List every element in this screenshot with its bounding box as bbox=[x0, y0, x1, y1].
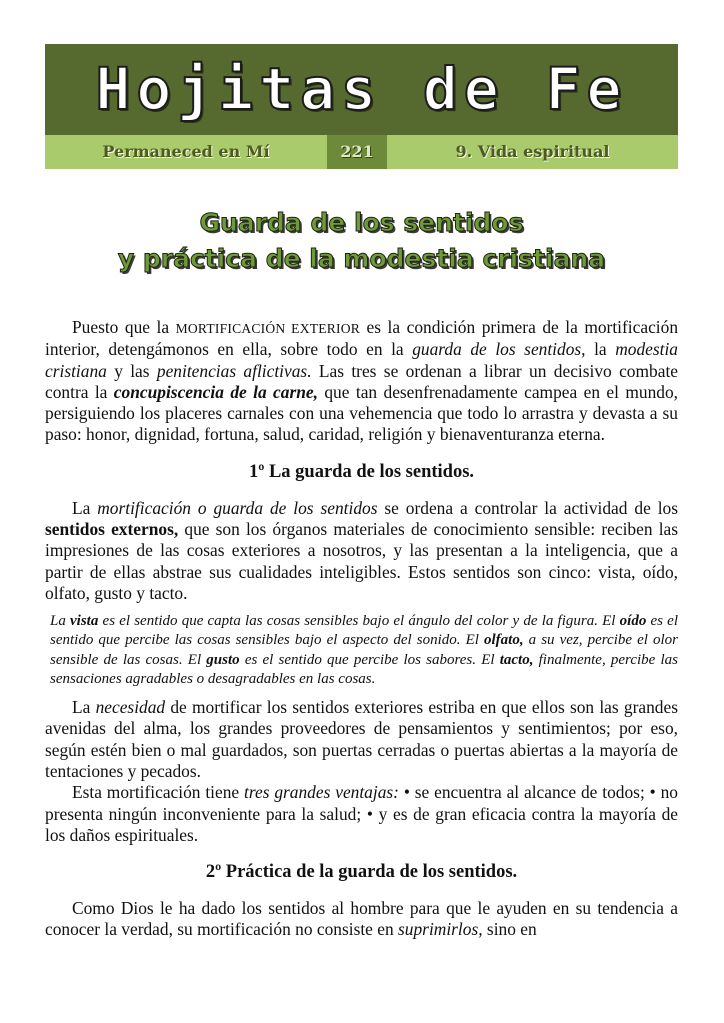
italic-text: modestia cristiana bbox=[45, 339, 678, 381]
section-2-heading: 2º Práctica de la guarda de los sentidos. bbox=[205, 862, 518, 883]
text: que tan desenfrenadamente campea en el mundo, persiguiendo los placeres carnales con una vehemencia que todo lo arrastra y devasta a su paso: honor, dignidad, fortuna, salud, caridad, religión y bienaventuranza eterna. bbox=[45, 381, 679, 445]
text: • se encuentra al alcance de todos; • no presenta ningún inconveniente para la salud; • y es de gran eficacia contra la mayoría de los daños espirituales. bbox=[45, 782, 678, 845]
text: es el sentido que capta las cosas sensibles bajo el ángulo del color y de la figura. El bbox=[98, 613, 620, 630]
bold-italic-text: concupiscencia de la carne, bbox=[113, 381, 318, 402]
bold-text: gusto bbox=[206, 651, 240, 668]
small-caps-text: MORTIFICACIÓN EXTERIOR bbox=[175, 321, 360, 336]
italic-text: necesidad bbox=[95, 697, 166, 718]
section-label: 9. Vida espiritual bbox=[387, 135, 678, 169]
header bbox=[45, 44, 678, 169]
masthead bbox=[45, 44, 678, 135]
text: a su vez, percibe el olor sensible de las cosas. El bbox=[50, 632, 678, 668]
text: es la condición primera de la mortificación interior, detengámonos en ella, sobre todo en la bbox=[45, 317, 679, 360]
bold-text: vista bbox=[70, 613, 99, 630]
bold-text: olfato, bbox=[483, 632, 524, 649]
section-1-paragraph-1 bbox=[45, 498, 678, 604]
section-1-paragraph-3 bbox=[45, 782, 678, 846]
bold-text: oído bbox=[619, 613, 647, 630]
bold-text: sentidos externos, bbox=[45, 519, 179, 540]
italic-text: mortificación o guarda de los sentidos bbox=[97, 497, 378, 518]
text: Puesto que la bbox=[72, 317, 176, 337]
article-body bbox=[45, 317, 678, 941]
text: es el sentido que percibe las cosas sensibles bajo el aspecto del sonido. El bbox=[50, 613, 678, 649]
italic-text: suprimirlos, bbox=[398, 919, 483, 940]
title-line-1: Guarda de los sentidos bbox=[199, 208, 524, 237]
text: La bbox=[50, 613, 71, 630]
text: la bbox=[585, 339, 616, 360]
text: es el sentido que percibe los sabores. El bbox=[239, 651, 500, 668]
text: finalmente, percibe las sensaciones agradables o desagradables en las cosas. bbox=[50, 651, 678, 687]
section-1-paragraph-2 bbox=[45, 697, 678, 782]
italic-text: guarda de los sentidos, bbox=[412, 339, 586, 360]
section-2-paragraph-1 bbox=[45, 898, 678, 941]
text: se ordena a controlar la actividad de los bbox=[377, 497, 678, 518]
text: Las tres se ordenan a librar un decisivo combate contra la bbox=[45, 360, 678, 402]
intro-paragraph bbox=[45, 317, 678, 446]
bold-text: tacto, bbox=[499, 651, 534, 668]
text: de mortificar los sentidos exteriores estriba en que ellos son las grandes avenidas del alma, los grandes proveedores de pensamientos y sentimientos; por eso, según estén bien o mal guardados, son puertas cerradas o puertas abiertas a la mayoría de tentaciones y pecados. bbox=[45, 697, 678, 781]
issue-number: 221 bbox=[327, 135, 387, 169]
masthead-title: Hojitas de Fe bbox=[95, 55, 628, 123]
text: La bbox=[72, 697, 96, 718]
senses-note bbox=[50, 612, 678, 689]
text: y las bbox=[106, 360, 157, 381]
title-line-2: y práctica de la modestia cristiana bbox=[117, 244, 606, 273]
text: Esta mortificación tiene bbox=[72, 782, 245, 803]
text: que son los órganos materiales de conocimiento sensible: reciben las impresiones de las cosas exteriores a nosotros, y las presentan a la inteligencia, que a partir de ellas abstrae sus cualidades inteligibles. Estos sentidos son cinco: vista, oído, olfato, gusto y tacto. bbox=[45, 519, 679, 603]
italic-text: tres grandes ventajas: bbox=[244, 782, 399, 803]
text: Como Dios le ha dado los sentidos al hombre para que le ayuden en su tendencia a conocer la verdad, su mortificación no consiste en bbox=[45, 898, 678, 940]
text: sino en bbox=[482, 919, 537, 940]
section-1-heading: 1º La guarda de los sentidos. bbox=[248, 461, 475, 482]
text: La bbox=[72, 497, 98, 518]
series-label: Permaneced en Mí bbox=[45, 135, 327, 169]
italic-text: penitencias aflictivas. bbox=[156, 360, 312, 381]
document-title bbox=[45, 205, 678, 277]
